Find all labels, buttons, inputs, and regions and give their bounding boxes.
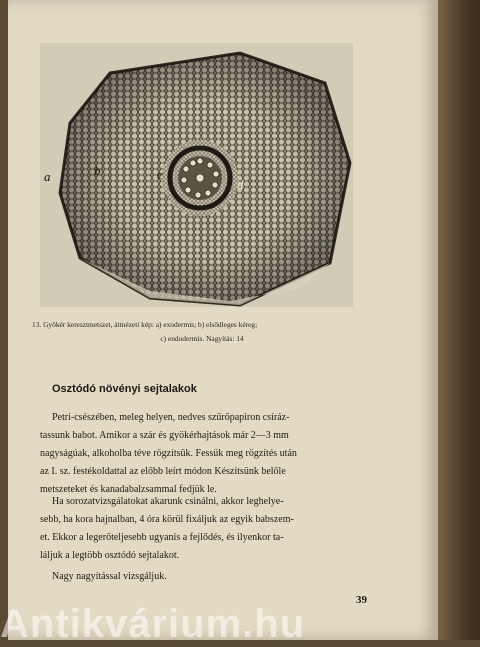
book-edge (438, 0, 480, 640)
figure-label-a: a (44, 169, 51, 184)
page-number: 39 (356, 594, 367, 606)
paragraph-line: tassunk babot. Amikor a szár és gyökérhajtások már 2—3 mm (40, 430, 289, 441)
paragraph-3 (40, 568, 372, 586)
figure-label-d: d (237, 177, 244, 192)
micrograph-illustration (40, 43, 353, 307)
paragraph-2 (40, 493, 372, 565)
watermark: Antikvárium.hu (0, 602, 306, 646)
paragraph-line: Petri-csészében, meleg helyen, nedves szűrőpapiron csíráz- (52, 412, 290, 423)
paragraph-line: az I. sz. festékoldattal az előbb leírt módon Készítsünk belőle (40, 466, 286, 477)
paragraph-line: nagyságúak, alkoholba téve rögzítsük. Fessük meg rögzítés után (40, 448, 297, 459)
paragraph-line: láljuk a legtöbb osztódó sejtalakot. (40, 550, 180, 561)
caption-line-1: 13. Gyökér keresztmetszet, áttnézeti kép: a) exodermis; b) elsődleges kéreg; (32, 320, 258, 329)
root-cross-section-photo (40, 43, 353, 307)
paragraph-1 (40, 409, 372, 499)
caption-line-2: c) endodermis. Nagyítás: 14 (160, 334, 244, 343)
paragraph-line: et. Ekkor a legerőteljesebb ugyanis a fejlődés, és ilyenkor ta- (40, 532, 284, 543)
paragraph-line: Nagy nagyítással vizsgáljuk. (52, 571, 167, 582)
paragraph-line: sebb, ha kora hajnalban, 4 óra körül fixáljuk az egyik babszem- (40, 514, 294, 525)
paragraph-line: metszeteket és kanadabalzsammal fedjük le. (40, 484, 217, 495)
figure-label-c: c (157, 167, 163, 182)
section-title: Osztódó növényi sejtalakok (52, 383, 197, 395)
paragraph-line: Ha sorozatvizsgálatokat akarunk csinálni, akkor leghelye- (52, 496, 284, 507)
figure-label-b: b (94, 163, 101, 178)
figure-caption (32, 318, 372, 346)
